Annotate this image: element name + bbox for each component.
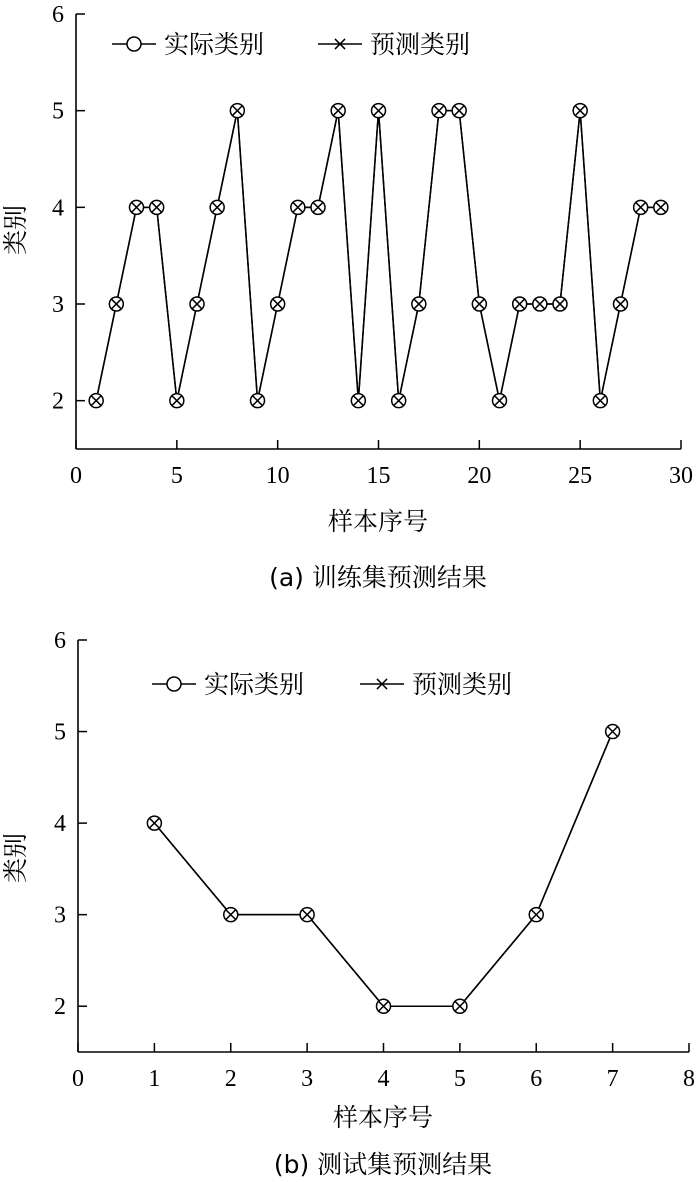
- y-tick-label: 2: [52, 388, 64, 415]
- x-tick-label: 6: [530, 1066, 543, 1092]
- y-tick-label: 5: [54, 719, 66, 746]
- x-tick-label: 15: [366, 463, 391, 489]
- chart-train: [1, 2, 693, 592]
- legend: [152, 670, 512, 699]
- x-tick-label: 0: [72, 1066, 84, 1092]
- series-line-actual: [154, 732, 612, 1007]
- x-tick-label: 7: [606, 1066, 619, 1092]
- chart-test: [1, 628, 695, 1179]
- legend-marker-actual: [167, 677, 181, 691]
- x-tick-label: 0: [70, 463, 82, 489]
- series-line-predicted: [154, 732, 612, 1007]
- x-axis-label: 样本序号: [332, 1103, 434, 1132]
- x-tick-label: 1: [148, 1066, 161, 1092]
- legend: [112, 30, 470, 59]
- chart-caption: (a) 训练集预测结果: [269, 563, 487, 592]
- legend-label-predicted: 预测类别: [370, 30, 471, 59]
- x-tick-label: 30: [669, 463, 693, 489]
- x-axis-label: 样本序号: [327, 507, 429, 536]
- x-tick-label: 25: [568, 463, 593, 489]
- y-tick-label: 3: [54, 902, 66, 929]
- x-tick-label: 8: [683, 1066, 695, 1092]
- legend-marker-actual: [127, 37, 141, 51]
- y-tick-label: 2: [54, 994, 66, 1021]
- x-tick-label: 2: [224, 1066, 237, 1092]
- y-axis-label: 类别: [1, 204, 30, 256]
- y-tick-label: 3: [52, 292, 64, 318]
- y-tick-label: 4: [52, 195, 64, 222]
- legend-label-predicted: 预测类别: [412, 670, 513, 699]
- x-tick-label: 20: [467, 463, 492, 489]
- x-tick-label: 5: [453, 1066, 466, 1092]
- x-tick-label: 3: [301, 1066, 314, 1092]
- y-tick-label: 6: [52, 2, 64, 28]
- x-tick-label: 5: [170, 463, 183, 489]
- y-tick-label: 6: [54, 628, 66, 654]
- x-tick-label: 4: [377, 1066, 390, 1092]
- legend-label-actual: 实际类别: [164, 30, 265, 59]
- legend-label-actual: 实际类别: [204, 670, 305, 699]
- y-axis-label: 类别: [1, 832, 30, 884]
- series-line-predicted: [96, 111, 661, 401]
- y-tick-label: 5: [52, 98, 64, 125]
- y-tick-label: 4: [54, 811, 66, 838]
- x-tick-label: 10: [265, 463, 290, 489]
- chart-caption: (b) 测试集预测结果: [273, 1150, 493, 1179]
